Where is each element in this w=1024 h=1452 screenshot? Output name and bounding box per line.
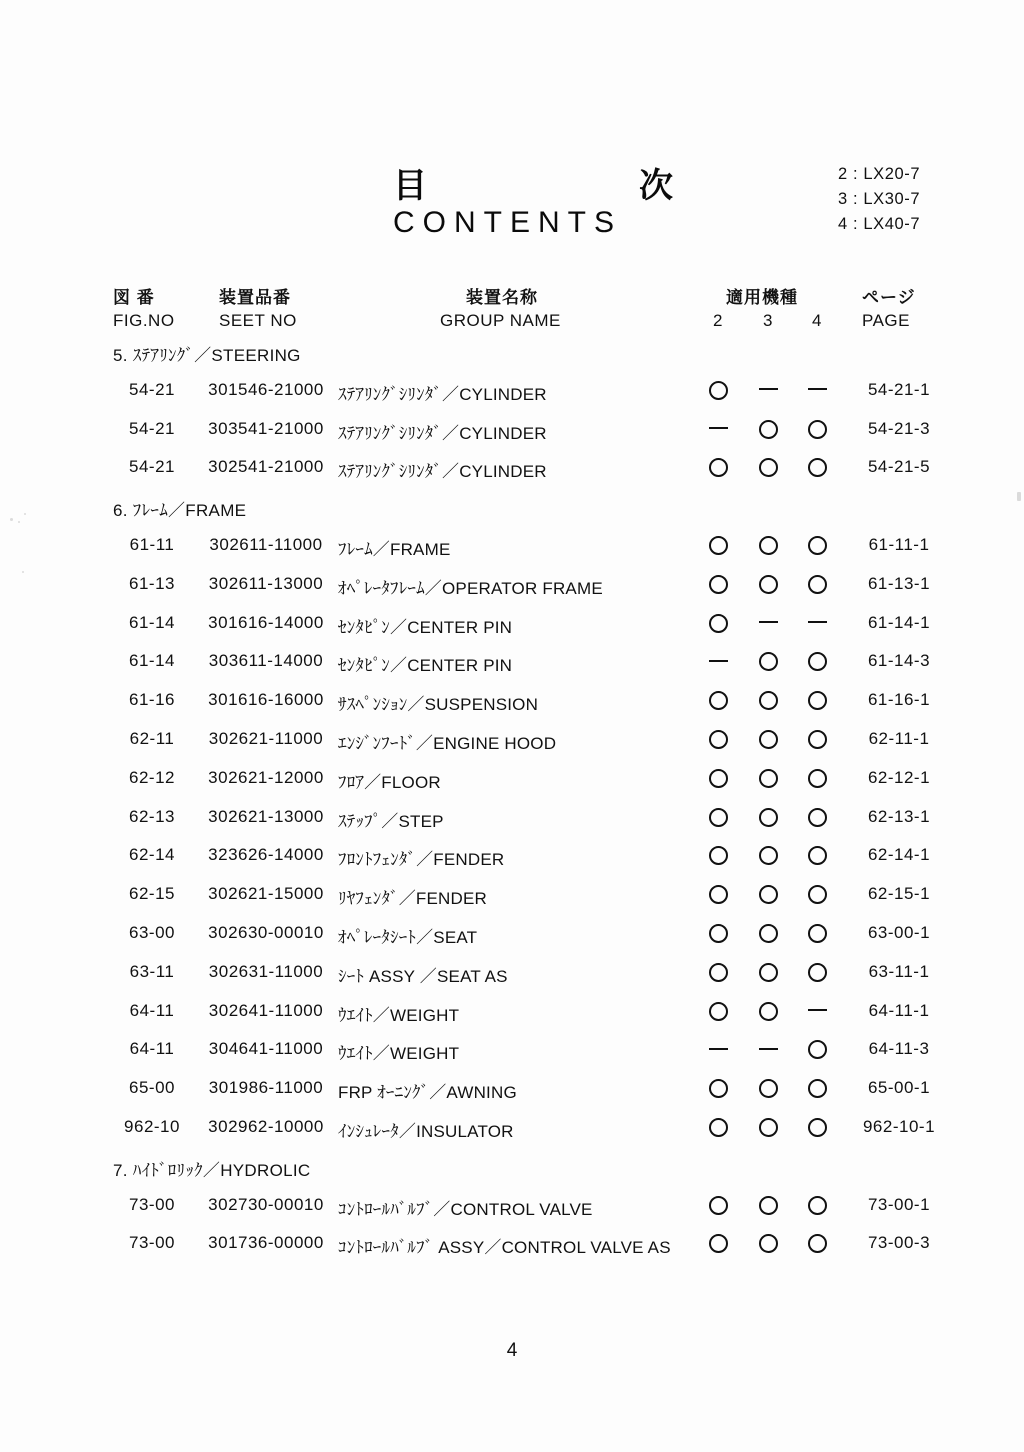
column-header-model-2: 2 [713, 311, 723, 330]
section-heading: 5. ｽﾃｱﾘﾝｸﾞ／STEERING [113, 346, 301, 365]
table-row[interactable] [0, 923, 1024, 953]
cell-fig-no: 61-14 [129, 651, 175, 671]
cell-model-4 [800, 884, 834, 904]
cell-model-4 [800, 1039, 834, 1059]
cell-sheet-no: 323626-14000 [208, 845, 324, 865]
applicable-circle-icon [759, 963, 778, 982]
cell-group-name: ﾌﾚｰﾑ／FRAME [338, 540, 451, 559]
cell-fig-no: 54-21 [129, 418, 175, 438]
cell-model-4 [800, 613, 834, 633]
cell-page-ref: 61-14-3 [867, 651, 931, 671]
cell-model-4 [800, 1233, 834, 1253]
table-row[interactable] [0, 1001, 1024, 1031]
cell-model-3 [751, 1039, 785, 1059]
page-title-jp-char-2: 次 [639, 167, 673, 205]
column-header-model-3: 3 [763, 311, 773, 330]
applicable-circle-icon [709, 808, 728, 827]
applicable-circle-icon [759, 1002, 778, 1021]
cell-model-4 [800, 419, 834, 439]
cell-page-ref: 61-14-1 [867, 612, 931, 632]
cell-fig-no: 62-14 [129, 845, 175, 865]
cell-model-3 [751, 651, 785, 671]
cell-group-name: ｺﾝﾄﾛｰﾙﾊﾞﾙﾌﾞ ASSY／CONTROL VALVE AS [338, 1238, 671, 1258]
cell-page-ref: 63-00-1 [867, 923, 931, 942]
cell-fig-no: 65-00 [129, 1078, 175, 1098]
page-number: 4 [506, 1340, 518, 1361]
cell-group-name: ｽﾃｱﾘﾝｸﾞｼﾘﾝﾀﾞ／CYLINDER [338, 462, 547, 482]
cell-model-2 [701, 768, 735, 788]
cell-sheet-no: 302630-00010 [208, 923, 324, 942]
table-row[interactable] [0, 845, 1024, 875]
applicable-circle-icon [759, 769, 778, 788]
cell-group-name: ｴﾝｼﾞﾝﾌｰﾄﾞ／ENGINE HOOD [338, 734, 557, 753]
applicable-circle-icon [759, 458, 778, 477]
not-applicable-dash-icon [808, 388, 827, 390]
applicable-circle-icon [759, 1196, 778, 1215]
cell-model-4 [800, 768, 834, 788]
scan-speck [24, 513, 26, 515]
table-row[interactable] [0, 729, 1024, 759]
applicable-circle-icon [759, 1118, 778, 1137]
scan-speck [18, 521, 20, 523]
cell-sheet-no: 301616-16000 [208, 690, 324, 710]
model-legend-line-3: 4 : LX40-7 [838, 215, 921, 233]
cell-group-name: ﾌﾛﾝﾄﾌｪﾝﾀﾞ／FENDER [338, 850, 505, 870]
model-legend-line-1: 2 : LX20-7 [838, 165, 921, 183]
cell-model-3 [751, 729, 785, 749]
page-title-jp-char-1: 目 [393, 167, 427, 205]
page-title-japanese [393, 158, 673, 207]
cell-model-2 [701, 845, 735, 865]
cell-group-name: ｼｰﾄ ASSY ／SEAT AS [338, 966, 508, 986]
cell-sheet-no: 303611-14000 [208, 651, 324, 671]
applicable-circle-icon [759, 924, 778, 943]
applicable-circle-icon [759, 652, 778, 671]
applicable-circle-icon [709, 536, 728, 555]
applicable-circle-icon [808, 1234, 827, 1253]
table-row[interactable] [0, 574, 1024, 604]
applicable-circle-icon [808, 691, 827, 710]
cell-model-2 [701, 1233, 735, 1253]
cell-fig-no: 61-14 [129, 612, 175, 632]
cell-model-2 [701, 419, 735, 439]
cell-model-2 [701, 1117, 735, 1137]
cell-model-3 [751, 419, 785, 439]
applicable-circle-icon [808, 885, 827, 904]
cell-group-name: ｵﾍﾟﾚｰﾀｼｰﾄ／SEAT [338, 928, 478, 947]
cell-sheet-no: 301986-11000 [208, 1078, 324, 1098]
applicable-circle-icon [808, 769, 827, 788]
applicable-circle-icon [709, 1118, 728, 1137]
cell-model-3 [751, 884, 785, 904]
cell-model-2 [701, 613, 735, 633]
cell-sheet-no: 302621-13000 [208, 806, 324, 826]
cell-sheet-no: 302611-13000 [208, 573, 324, 593]
table-row[interactable] [0, 690, 1024, 720]
cell-fig-no: 73-00 [129, 1233, 175, 1253]
not-applicable-dash-icon [709, 427, 728, 429]
cell-model-2 [701, 1078, 735, 1098]
cell-sheet-no: 302621-12000 [208, 767, 324, 787]
cell-model-3 [751, 923, 785, 943]
scan-speck [1017, 492, 1021, 501]
cell-group-name: ｽﾃｱﾘﾝｸﾞｼﾘﾝﾀﾞ／CYLINDER [338, 423, 547, 443]
cell-fig-no: 62-11 [129, 729, 175, 748]
cell-page-ref: 65-00-1 [867, 1078, 931, 1098]
column-header-model-jp: 適用機種 [726, 288, 798, 307]
cell-model-3 [751, 962, 785, 982]
not-applicable-dash-icon [709, 1048, 728, 1050]
column-header-fig-en: FIG.NO [113, 311, 175, 330]
cell-group-name: ｲﾝｼｭﾚｰﾀ／INSULATOR [338, 1122, 514, 1141]
cell-group-name: ｳｴｲﾄ／WEIGHT [338, 1044, 460, 1064]
cell-fig-no: 62-13 [129, 806, 175, 826]
cell-page-ref: 962-10-1 [862, 1117, 936, 1136]
not-applicable-dash-icon [709, 660, 728, 662]
cell-model-3 [751, 1117, 785, 1137]
cell-model-3 [751, 613, 785, 633]
cell-fig-no: 962-10 [124, 1117, 180, 1136]
cell-group-name: ｽﾃｯﾌﾟ／STEP [338, 811, 444, 831]
cell-fig-no: 63-00 [129, 923, 175, 942]
cell-model-3 [751, 690, 785, 710]
applicable-circle-icon [808, 808, 827, 827]
applicable-circle-icon [759, 691, 778, 710]
cell-page-ref: 62-12-1 [867, 767, 931, 787]
page-title-english: CONTENTS [393, 206, 622, 239]
cell-model-2 [701, 962, 735, 982]
cell-group-name: ｺﾝﾄﾛｰﾙﾊﾞﾙﾌﾞ／CONTROL VALVE [338, 1199, 593, 1219]
cell-model-4 [800, 962, 834, 982]
cell-model-3 [751, 1233, 785, 1253]
applicable-circle-icon [709, 575, 728, 594]
cell-model-4 [800, 845, 834, 865]
cell-fig-no: 61-13 [129, 573, 175, 593]
table-row[interactable] [0, 419, 1024, 449]
cell-page-ref: 64-11-1 [868, 1000, 930, 1020]
cell-page-ref: 73-00-3 [867, 1233, 931, 1253]
cell-model-4 [800, 923, 834, 943]
cell-group-name: ｵﾍﾟﾚｰﾀﾌﾚｰﾑ／OPERATOR FRAME [338, 578, 603, 598]
cell-sheet-no: 302631-11000 [208, 961, 324, 981]
cell-fig-no: 61-16 [129, 690, 175, 710]
cell-fig-no: 61-11 [129, 535, 175, 554]
table-row[interactable] [0, 457, 1024, 487]
applicable-circle-icon [759, 575, 778, 594]
cell-sheet-no: 302611-11000 [209, 535, 323, 554]
cell-page-ref: 54-21-3 [867, 418, 931, 438]
cell-model-4 [800, 535, 834, 555]
cell-model-2 [701, 884, 735, 904]
applicable-circle-icon [709, 614, 728, 633]
cell-sheet-no: 302621-15000 [208, 884, 324, 904]
applicable-circle-icon [808, 652, 827, 671]
cell-model-3 [751, 1195, 785, 1215]
applicable-circle-icon [709, 1196, 728, 1215]
cell-model-2 [701, 1195, 735, 1215]
table-row[interactable] [0, 1039, 1024, 1069]
cell-page-ref: 61-16-1 [867, 690, 931, 710]
applicable-circle-icon [808, 1196, 827, 1215]
applicable-circle-icon [759, 730, 778, 749]
applicable-circle-icon [808, 1040, 827, 1059]
cell-fig-no: 64-11 [129, 1039, 175, 1059]
applicable-circle-icon [759, 846, 778, 865]
cell-model-4 [800, 574, 834, 594]
table-row[interactable] [0, 613, 1024, 643]
cell-page-ref: 62-11-1 [868, 729, 930, 748]
cell-model-2 [701, 1001, 735, 1021]
scan-speck [22, 571, 24, 573]
cell-model-4 [800, 457, 834, 477]
column-header-page-en: PAGE [862, 311, 910, 330]
scan-speck [10, 518, 13, 521]
applicable-circle-icon [808, 420, 827, 439]
table-row[interactable] [0, 884, 1024, 914]
not-applicable-dash-icon [759, 388, 778, 390]
applicable-circle-icon [709, 924, 728, 943]
table-row[interactable] [0, 1233, 1024, 1263]
not-applicable-dash-icon [808, 1009, 827, 1011]
cell-page-ref: 62-15-1 [867, 884, 931, 904]
cell-sheet-no: 301546-21000 [208, 379, 324, 399]
column-header-group-jp: 装置名称 [466, 288, 538, 307]
applicable-circle-icon [808, 458, 827, 477]
applicable-circle-icon [808, 1079, 827, 1098]
applicable-circle-icon [709, 885, 728, 904]
cell-sheet-no: 302541-21000 [208, 457, 324, 477]
cell-model-3 [751, 768, 785, 788]
cell-page-ref: 62-13-1 [867, 806, 931, 826]
cell-model-3 [751, 1078, 785, 1098]
applicable-circle-icon [709, 730, 728, 749]
cell-model-4 [800, 1195, 834, 1215]
cell-fig-no: 62-12 [129, 767, 175, 787]
applicable-circle-icon [759, 536, 778, 555]
table-row[interactable] [0, 1195, 1024, 1225]
cell-model-2 [701, 651, 735, 671]
cell-page-ref: 63-11-1 [868, 961, 930, 981]
cell-model-2 [701, 535, 735, 555]
applicable-circle-icon [709, 1002, 728, 1021]
model-legend-line-2: 3 : LX30-7 [838, 190, 921, 208]
applicable-circle-icon [808, 575, 827, 594]
table-row[interactable] [0, 807, 1024, 837]
cell-fig-no: 73-00 [129, 1194, 175, 1214]
column-header-sheet-en: SEET NO [219, 311, 297, 330]
applicable-circle-icon [759, 420, 778, 439]
cell-model-3 [751, 574, 785, 594]
cell-fig-no: 64-11 [129, 1000, 175, 1020]
section-heading: 6. ﾌﾚｰﾑ／FRAME [113, 501, 247, 521]
cell-model-3 [751, 380, 785, 400]
cell-model-4 [800, 1078, 834, 1098]
model-legend [838, 162, 920, 237]
cell-fig-no: 63-11 [129, 961, 175, 981]
applicable-circle-icon [759, 1079, 778, 1098]
table-row[interactable] [0, 535, 1024, 565]
cell-group-name: ﾌﾛｱ／FLOOR [338, 772, 441, 792]
cell-model-2 [701, 923, 735, 943]
table-row[interactable] [0, 768, 1024, 798]
cell-model-2 [701, 380, 735, 400]
cell-model-4 [800, 1117, 834, 1137]
cell-model-4 [800, 651, 834, 671]
applicable-circle-icon [808, 536, 827, 555]
applicable-circle-icon [759, 808, 778, 827]
cell-sheet-no: 301616-14000 [208, 612, 324, 632]
cell-model-2 [701, 690, 735, 710]
applicable-circle-icon [808, 846, 827, 865]
applicable-circle-icon [808, 730, 827, 749]
applicable-circle-icon [808, 1118, 827, 1137]
cell-group-name: ｳｴｲﾄ／WEIGHT [338, 1005, 460, 1025]
applicable-circle-icon [709, 846, 728, 865]
not-applicable-dash-icon [759, 1048, 778, 1050]
applicable-circle-icon [709, 458, 728, 477]
column-header-page-jp: ページ [862, 288, 916, 307]
cell-fig-no: 54-21 [129, 457, 175, 477]
cell-model-3 [751, 1001, 785, 1021]
table-row[interactable] [0, 1117, 1024, 1147]
cell-model-4 [800, 729, 834, 749]
cell-model-2 [701, 457, 735, 477]
cell-fig-no: 54-21 [129, 379, 175, 399]
cell-sheet-no: 301736-00000 [208, 1233, 324, 1253]
column-header-model-4: 4 [812, 311, 822, 330]
table-row[interactable] [0, 651, 1024, 681]
not-applicable-dash-icon [759, 621, 778, 623]
cell-model-4 [800, 1001, 834, 1021]
cell-model-3 [751, 845, 785, 865]
cell-page-ref: 64-11-3 [868, 1039, 930, 1059]
column-header-group-en: GROUP NAME [440, 311, 561, 330]
cell-page-ref: 54-21-5 [867, 457, 931, 477]
column-header-fig-jp: 図 番 [113, 288, 155, 307]
cell-group-name: FRP ｵｰﾆﾝｸﾞ／AWNING [338, 1083, 517, 1103]
cell-sheet-no: 302962-10000 [208, 1117, 324, 1136]
applicable-circle-icon [709, 691, 728, 710]
cell-model-4 [800, 690, 834, 710]
column-header-sheet-jp: 装置品番 [219, 288, 291, 307]
cell-sheet-no: 302621-11000 [208, 729, 324, 748]
applicable-circle-icon [709, 963, 728, 982]
table-row[interactable] [0, 380, 1024, 410]
cell-model-2 [701, 1039, 735, 1059]
cell-page-ref: 61-11-1 [868, 535, 930, 554]
cell-group-name: ｻｽﾍﾟﾝｼｮﾝ／SUSPENSION [338, 695, 539, 715]
applicable-circle-icon [709, 1079, 728, 1098]
applicable-circle-icon [759, 1234, 778, 1253]
cell-model-4 [800, 807, 834, 827]
cell-model-3 [751, 807, 785, 827]
cell-sheet-no: 304641-11000 [208, 1039, 324, 1059]
cell-fig-no: 62-15 [129, 884, 175, 904]
applicable-circle-icon [808, 963, 827, 982]
cell-model-2 [701, 729, 735, 749]
cell-group-name: ｽﾃｱﾘﾝｸﾞｼﾘﾝﾀﾞ／CYLINDER [338, 384, 547, 404]
cell-model-3 [751, 535, 785, 555]
not-applicable-dash-icon [808, 621, 827, 623]
applicable-circle-icon [709, 381, 728, 400]
cell-page-ref: 62-14-1 [867, 845, 931, 865]
cell-group-name: ｾﾝﾀﾋﾟﾝ／CENTER PIN [338, 656, 513, 676]
cell-model-4 [800, 380, 834, 400]
cell-sheet-no: 302641-11000 [208, 1000, 324, 1020]
cell-group-name: ﾘﾔﾌｪﾝﾀﾞ／FENDER [338, 889, 487, 909]
applicable-circle-icon [709, 1234, 728, 1253]
applicable-circle-icon [759, 885, 778, 904]
table-column-headers [0, 283, 1024, 339]
applicable-circle-icon [808, 924, 827, 943]
cell-sheet-no: 303541-21000 [208, 418, 324, 438]
cell-group-name: ｾﾝﾀﾋﾟﾝ／CENTER PIN [338, 617, 513, 637]
cell-model-3 [751, 457, 785, 477]
cell-model-2 [701, 807, 735, 827]
table-row[interactable] [0, 962, 1024, 992]
cell-page-ref: 73-00-1 [867, 1194, 931, 1214]
section-heading: 7. ﾊｲﾄﾞﾛﾘｯｸ／HYDROLIC [113, 1160, 311, 1180]
cell-sheet-no: 302730-00010 [208, 1194, 324, 1214]
table-row[interactable] [0, 1078, 1024, 1108]
cell-model-2 [701, 574, 735, 594]
cell-page-ref: 54-21-1 [867, 379, 931, 399]
cell-page-ref: 61-13-1 [867, 573, 931, 593]
applicable-circle-icon [709, 769, 728, 788]
